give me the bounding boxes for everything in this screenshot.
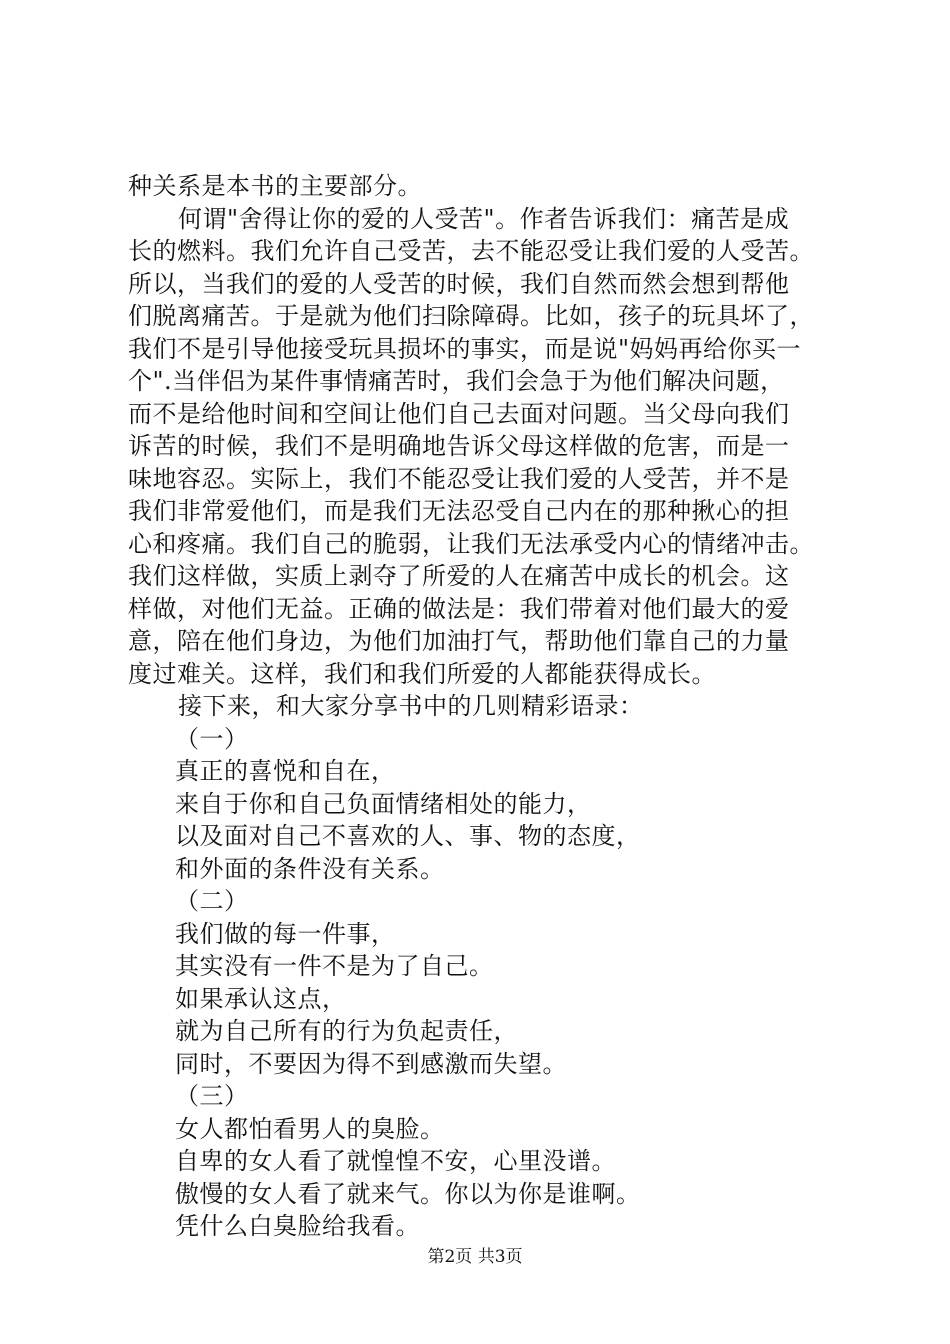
quote-number: （二） bbox=[175, 887, 249, 915]
paragraph-line: 们脱离痛苦。于是就为他们扫除障碍。比如，孩子的玩具坏了， bbox=[128, 302, 814, 330]
paragraph-line: 诉苦的时候，我们不是明确地告诉父母这样做的危害，而是一 bbox=[128, 432, 790, 460]
paragraph-line: 我们非常爱他们，而是我们无法忍受自己内在的那种揪心的担 bbox=[128, 497, 790, 525]
paragraph-line: 度过难关。这样，我们和我们所爱的人都能获得成长。 bbox=[128, 659, 716, 688]
paragraph-line: 何谓"舍得让你的爱的人受苦"。作者告诉我们：痛苦是成 bbox=[178, 204, 790, 233]
paragraph-line: 而不是给他时间和空间让他们自己去面对问题。当父母向我们 bbox=[128, 399, 790, 428]
paragraph-line: 所以，当我们的爱的人受苦的时候，我们自然而然会想到帮他 bbox=[128, 269, 790, 298]
paragraph-line: 个".当伴侣为某件事情痛苦时，我们会急于为他们解决问题， bbox=[128, 367, 785, 395]
quote-line: 如果承认这点， bbox=[175, 984, 347, 1013]
paragraph-line: 味地容忍。实际上，我们不能忍受让我们爱的人受苦，并不是 bbox=[128, 464, 790, 493]
quote-line: 自卑的女人看了就惶惶不安，心里没谱。 bbox=[175, 1147, 616, 1175]
paragraph-line: 我们这样做，实质上剥夺了所爱的人在痛苦中成长的机会。这 bbox=[128, 562, 790, 590]
paragraph-line: 我们不是引导他接受玩具损坏的事实，而是说"妈妈再给你买一 bbox=[128, 334, 802, 363]
quote-line: 和外面的条件没有关系。 bbox=[175, 854, 445, 883]
page-number-footer: 第2页 共3页 bbox=[427, 1247, 523, 1267]
paragraph-line: 样做，对他们无益。正确的做法是：我们带着对他们最大的爱 bbox=[128, 594, 790, 623]
quote-line: 就为自己所有的行为负起责任， bbox=[175, 1017, 518, 1045]
quote-line: 女人都怕看男人的臭脸。 bbox=[175, 1114, 445, 1143]
quote-line: 其实没有一件不是为了自己。 bbox=[175, 952, 494, 980]
quote-line: 同时，不要因为得不到感激而失望。 bbox=[175, 1049, 567, 1078]
quote-line: 来自于你和自己负面情绪相处的能力， bbox=[175, 789, 592, 818]
quote-number: （一） bbox=[175, 724, 249, 753]
quote-number: （三） bbox=[175, 1082, 249, 1110]
paragraph-line: 长的燃料。我们允许自己受苦，去不能忍受让我们爱的人受苦。 bbox=[128, 237, 814, 265]
quote-line: 真正的喜悦和自在， bbox=[175, 757, 396, 785]
document-body bbox=[128, 170, 828, 1243]
paragraph-line: 种关系是本书的主要部分。 bbox=[128, 172, 422, 200]
quote-line: 以及面对自己不喜欢的人、事、物的态度， bbox=[175, 822, 641, 850]
quote-line: 我们做的每一件事， bbox=[175, 919, 396, 948]
intro-line: 接下来，和大家分享书中的几则精彩语录： bbox=[178, 692, 644, 720]
paragraph-line: 心和疼痛。我们自己的脆弱，让我们无法承受内心的情绪冲击。 bbox=[128, 529, 814, 558]
paragraph-line: 意，陪在他们身边，为他们加油打气，帮助他们靠自己的力量 bbox=[128, 627, 790, 655]
quote-line: 凭什么白臭脸给我看。 bbox=[175, 1212, 420, 1240]
quote-line: 傲慢的女人看了就来气。你以为你是谁啊。 bbox=[175, 1179, 641, 1208]
